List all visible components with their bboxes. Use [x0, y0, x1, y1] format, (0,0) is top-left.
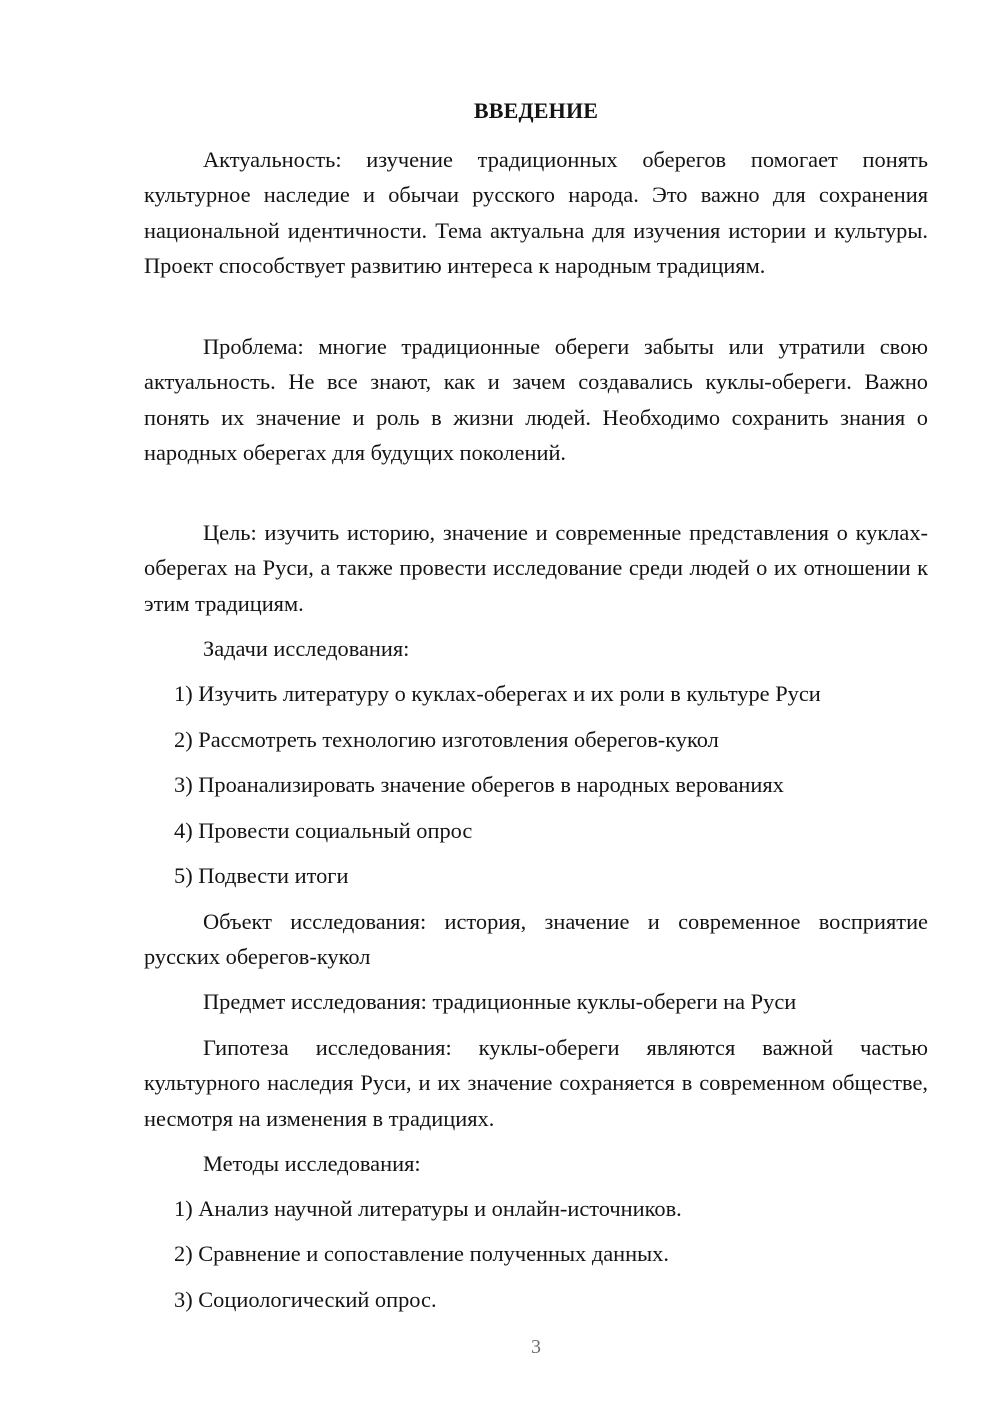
method-item: 1) Анализ научной литературы и онлайн-источников.: [174, 1196, 682, 1221]
task-item: 1) Изучить литературу о куклах-оберегах и их роли в культуре Руси: [174, 681, 821, 706]
paragraph-hypothesis: Гипотеза исследования: куклы-обереги являются важной частью культурного наследия Руси, и их значение сохраняется в современном обществе, несмотря на изменения в традициях.: [144, 1035, 928, 1131]
paragraph-problem: Проблема: многие традиционные обереги забыты или утратили свою актуальность. Не все знают, как и зачем создавались куклы-обереги. Важно понять их значение и роль в жизни людей. Необходимо сохранить знания о народных оберегах для будущих поколений.: [144, 334, 928, 465]
paragraph-object: Объект исследования: история, значение и современное восприятие русских оберегов-кукол: [144, 909, 928, 970]
paragraph-goal: Цель: изучить историю, значение и современные представления о куклах-оберегах на Руси, а также провести исследование среди людей о их отношении к этим традициям.: [144, 520, 928, 616]
paragraph-subject: Предмет исследования: традиционные куклы-обереги на Руси: [203, 989, 797, 1014]
task-item: 3) Проанализировать значение оберегов в народных верованиях: [174, 772, 784, 797]
tasks-label: Задачи исследования:: [203, 636, 410, 661]
document-page: [144, 0, 928, 1414]
task-item: 5) Подвести итоги: [174, 863, 349, 888]
method-item: 2) Сравнение и сопоставление полученных данных.: [174, 1241, 669, 1266]
method-item: 3) Социологический опрос.: [174, 1287, 437, 1312]
section-title: ВВЕДЕНИЕ: [473, 98, 599, 123]
task-item: 2) Рассмотреть технологию изготовления оберегов-кукол: [174, 727, 719, 752]
task-item: 4) Провести социальный опрос: [174, 818, 473, 843]
page-number: 3: [531, 1336, 541, 1358]
paragraph-relevance: Актуальность: изучение традиционных оберегов помогает понять культурное наследие и обычаи русского народа. Это важно для сохранения национальной идентичности. Тема актуальна для изучения истории и культуры. Проект способствует развитию интереса к народным традициям.: [144, 147, 928, 278]
methods-label: Методы исследования:: [203, 1151, 421, 1176]
